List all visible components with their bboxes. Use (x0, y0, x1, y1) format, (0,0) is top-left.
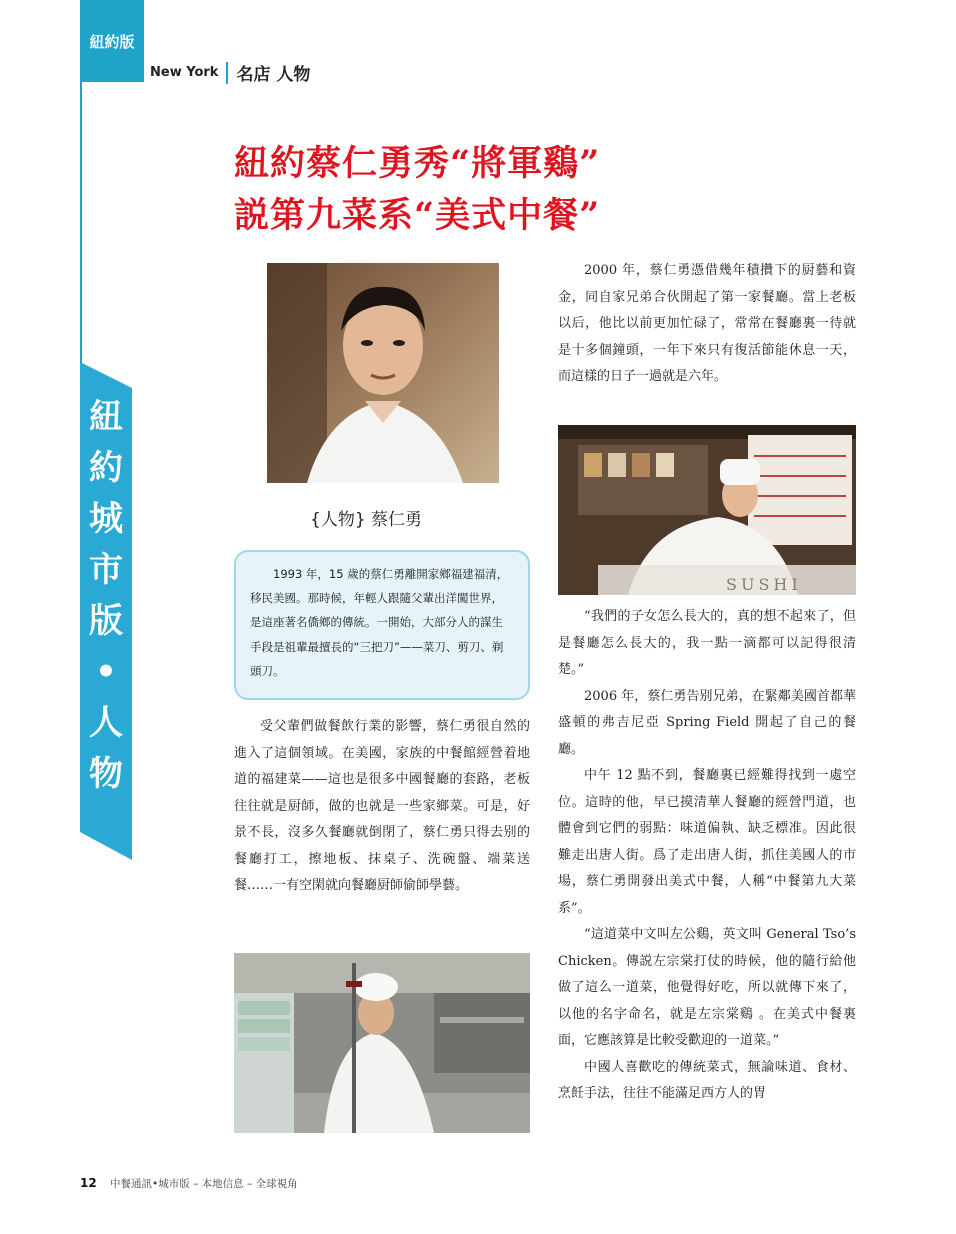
section-header (150, 60, 310, 85)
edition-tab: 紐約版 (80, 0, 144, 82)
sushi-bar-photo (558, 425, 856, 595)
side-banner-text: 紐約城市版•人物 (89, 397, 123, 794)
page-number: 12 (80, 1176, 97, 1190)
paragraph: 2006 年，蔡仁勇告别兄弟，在緊鄰美國首都華盛頓的弗吉尼亞 Spring Field 開起了自己的餐廳。 (558, 688, 856, 757)
paragraph: 受父輩們做餐飲行業的影響，蔡仁勇很自然的進入了這個領域。在美國，家族的中餐館經營着地道的福建菜——這也是很多中國餐廳的套路，老板往往就是厨師，做的也就是一些家鄉菜。可是，好景不長，沒多久餐廳就倒閉了，蔡仁勇只得去别的餐廳打工，擦地板、抹桌子、洗碗盤、端菜送餐……一有空閑就向餐廳厨師偷師學藝。 (234, 719, 530, 893)
paragraph: 中國人喜歡吃的傳統菜式，無論味道、食材、烹飪手法，往往不能滿足西方人的胃 (558, 1059, 856, 1101)
page-footer (80, 1176, 298, 1191)
right-column-top (558, 258, 856, 391)
paragraph: “這道菜中文叫左公鷄，英文叫 General Tso’s Chicken。傳説左宗棠打仗的時候，他的隨行給他做了這么一道菜，他覺得好吃，所以就傳下來了，以他的名字命名，就是左宗棠鷄 。在美式中餐裏面，它應該算是比較受歡迎的一道菜。” (558, 927, 856, 1048)
intro-callout: 1993 年，15 歲的蔡仁勇離開家鄉福建福清，移民美國。那時候，年輕人跟隨父輩出洋闖世界，是這座著名僑鄉的傳統。一開始，大部分人的謀生手段是祖輩最擅長的“三把刀”——菜刀、剪刀、剃頭刀。 (234, 550, 530, 700)
category-label: 名店 人物 (236, 65, 311, 85)
footer-text: 中餐通訊•城市版 – 本地信息 – 全球視角 (110, 1178, 298, 1190)
article-title (234, 138, 600, 242)
title-line-2: 説第九菜系“美式中餐” (234, 195, 601, 236)
city-label: New York (150, 65, 219, 80)
kitchen-photo (234, 953, 530, 1133)
title-line-1: 紐約蔡仁勇秀“將軍鷄” (234, 143, 601, 184)
paragraph: “我們的子女怎么長大的，真的想不起來了，但是餐廳怎么長大的，我一點一滴都可以記得很清楚。” (558, 609, 856, 677)
header-divider (226, 62, 228, 84)
sushi-sign: SUSHI (726, 575, 802, 594)
paragraph: 中午 12 點不到，餐廳裏已經難得找到一處空位。這時的他，早已摸清華人餐廳的經營門道，也體會到它們的弱點：味道偏執、缺乏標准。因此很難走出唐人街。爲了走出唐人街，抓住美國人的市場，蔡仁勇開發出美式中餐，人稱“中餐第九大菜系”。 (558, 768, 856, 916)
right-column (558, 604, 856, 1108)
portrait-photo (267, 263, 499, 483)
edition-strip (80, 82, 82, 372)
portrait-caption: {人物} 蔡仁勇 (310, 510, 423, 530)
left-column (234, 714, 530, 900)
paragraph: 2000 年，蔡仁勇憑借幾年積攢下的厨藝和資金，同自家兄弟合伙開起了第一家餐廳。當上老板以后，他比以前更加忙碌了，常常在餐廳裏一待就是十多個鐘頭，一年下來只有復活節能休息一天，而這樣的日子一過就是六年。 (558, 263, 856, 384)
